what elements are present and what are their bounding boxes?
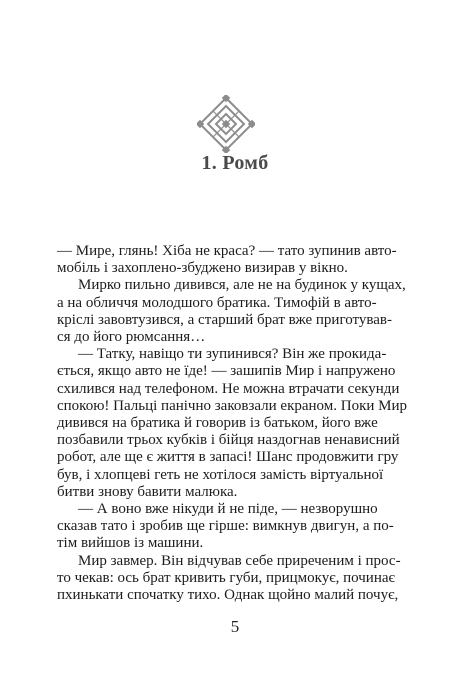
text-line: пхинькати спочатку тихо. Однак щойно малий почує, <box>57 587 399 603</box>
text-line: схилився над телефоном. Не можна втрачати секунди <box>57 380 400 397</box>
text-line: ся до його рюмсання… <box>57 329 206 345</box>
text-line: битви знову бавити малюка. <box>57 483 238 500</box>
text-line: спокою! Пальці панічно заковзали екраном. Поки Мир <box>57 397 408 414</box>
text-line: — А воно вже нікуди й не піде, — незворушно <box>78 501 378 517</box>
text-line: кріслі завовтузився, а старший брат вже приготував- <box>57 311 393 328</box>
text-line: — Татку, навіщо ти зупинився? Він же прокида- <box>78 346 387 363</box>
chapter-title: 1. Ромб <box>201 152 269 174</box>
page-number: 5 <box>230 617 240 636</box>
text-line: позбавили трьох кубків і бійця наздогнав ненависний <box>57 432 400 449</box>
text-line: Мирко пильно дивився, але не на будинок у кущах, <box>78 277 406 294</box>
text-line: Мир завмер. Він відчував себе приреченим і прос- <box>78 552 401 569</box>
text-line: робот, але ще є життя в запасі! Шанс продовжити гру <box>57 449 399 466</box>
text-line: сказав тато і зробив ще гірше: вимкнув двигун, а по- <box>57 518 394 535</box>
text-line: тім вийшов із машини. <box>57 535 204 552</box>
text-line: то чекав: ось брат кривить губи, прицмокує, починає <box>57 569 395 586</box>
text-line: а на обличчя молодшого братика. Тимофій в авто- <box>57 294 377 311</box>
diamond-ornament-icon <box>197 95 255 153</box>
text-line: ється, якщо авто не їде! — зашипів Мир і напружено <box>57 363 396 380</box>
text-line: був, і хлопцеві геть не хотілося замість віртуальної <box>57 466 384 483</box>
text-line: — Мире, глянь! Хіба не краса? — тато зупинив авто- <box>57 243 397 259</box>
text-line: дивився на братика й говорив із батьком, його вже <box>57 415 378 431</box>
text-line: мобіль і захоплено-збуджено визирав у вікно. <box>57 260 348 277</box>
